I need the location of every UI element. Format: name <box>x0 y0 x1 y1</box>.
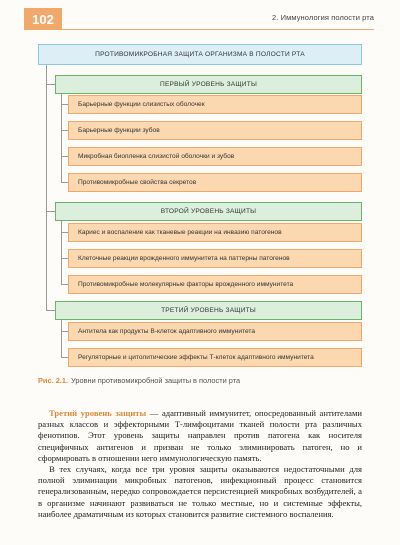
connector-item-1-3 <box>61 156 68 157</box>
connector-level-2-vertical <box>61 221 62 284</box>
paragraph-1 <box>38 408 362 464</box>
connector-item-2-1 <box>61 232 68 233</box>
connector-main-vertical <box>46 65 47 310</box>
connector-item-2-2 <box>61 258 68 259</box>
connector-to-level-1 <box>46 84 55 85</box>
level-2-item-3: Противомикробные молекулярные факторы врожденного иммунитета <box>68 275 362 294</box>
level-1-item-3: Микробная биопленка слизистой оболочки и зубов <box>68 147 362 166</box>
level-1-item-1: Барьерные функции слизистых оболочек <box>68 95 362 114</box>
connector-item-3-1 <box>61 331 68 332</box>
paragraph-1-text: — адаптивный иммунитет, опосредованный антителами разных классов и эффекторными Т-лимфоцитами тканей полости рта различных фенотипов. Этот уровень защиты направлен против патогена как носителя специфичных антигенов и призван не только элиминировать патоген, но и сформировать в отношении него иммунологическую память. <box>38 408 363 463</box>
paragraph-2: В тех случаях, когда все три уровня защиты оказываются недостаточными для полной элиминации микробных патогенов, инфекционный процесс становится генерализованным, нередко сопровождается персистенцией микробных возбудителей, а в организме начинают развиваться не только местные, но и системные эффекты, наиболее драматичным из которых становится развитие системного воспаления. <box>38 464 362 519</box>
connector-item-1-4 <box>61 182 68 183</box>
term-third-level: Третий уровень защиты <box>49 408 147 418</box>
level-3-item-1: Антитела как продукты В-клеток адаптивного иммунитета <box>68 322 362 341</box>
level-3-item-2: Регуляторные и цитолитические эффекты Т-клеток адаптивного иммунитета <box>68 348 362 367</box>
body-text <box>38 408 362 520</box>
level-1-box: ПЕРВЫЙ УРОВЕНЬ ЗАЩИТЫ <box>55 75 362 94</box>
level-1-item-2: Барьерные функции зубов <box>68 121 362 140</box>
level-2-item-2: Клеточные реакции врожденного иммунитета на паттерны патогенов <box>68 249 362 268</box>
connector-item-1-1 <box>61 104 68 105</box>
figure-label: Рис. 2.1. <box>38 376 69 385</box>
connector-item-1-2 <box>61 130 68 131</box>
level-2-item-1: Кариес и воспаление как тканевые реакции на инвазию патогенов <box>68 223 362 242</box>
level-3-box: ТРЕТИЙ УРОВЕНЬ ЗАЩИТЫ <box>55 301 362 320</box>
page-number: 102 <box>32 11 54 27</box>
figure-caption <box>38 376 240 385</box>
diagram-title-box: ПРОТИВОМИКРОБНАЯ ЗАЩИТА ОРГАНИЗМА В ПОЛОСТИ РТА <box>38 44 362 65</box>
connector-to-level-3 <box>46 310 55 311</box>
running-head: 2. Иммунология полости рта <box>62 8 374 30</box>
level-2-box: ВТОРОЙ УРОВЕНЬ ЗАЩИТЫ <box>55 202 362 221</box>
connector-level-3-vertical <box>61 320 62 357</box>
level-1-item-4: Противомикробные свойства секретов <box>68 173 362 192</box>
connector-to-level-2 <box>46 211 55 212</box>
connector-level-1-vertical <box>61 93 62 182</box>
figure-caption-text: Уровни противомикробной защиты в полости рта <box>71 376 241 385</box>
connector-item-2-3 <box>61 284 68 285</box>
connector-item-3-2 <box>61 357 68 358</box>
